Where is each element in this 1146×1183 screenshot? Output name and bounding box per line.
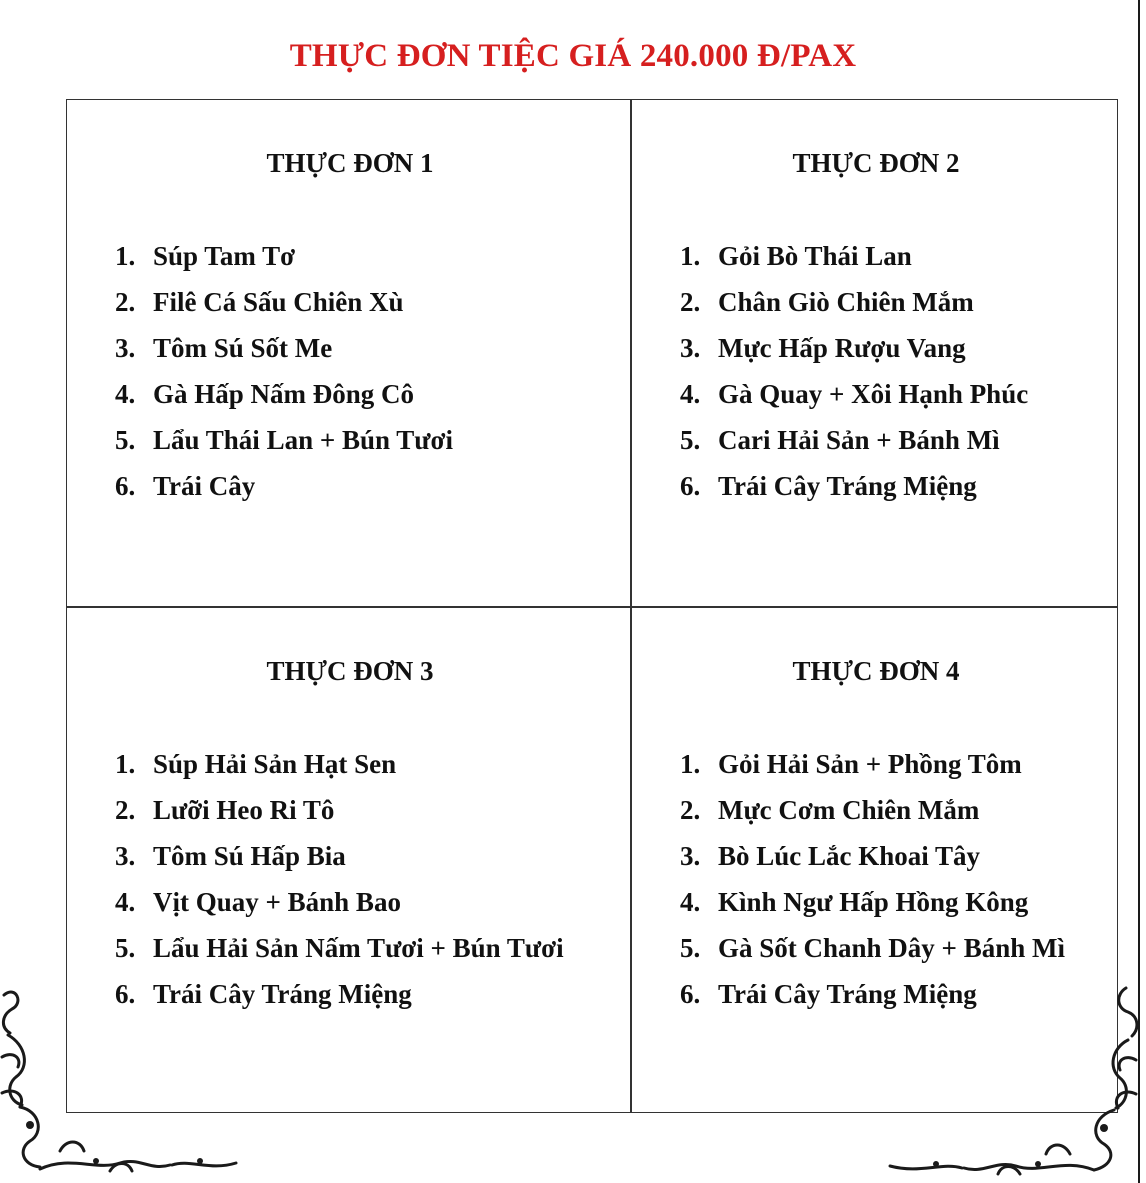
dish-item: 6. Trái Cây Tráng Miệng — [680, 471, 977, 501]
dish-item: 4. Gà Quay + Xôi Hạnh Phúc — [680, 379, 1029, 409]
dish-item: 2. Mực Cơm Chiên Mắm — [680, 795, 980, 825]
dish-item: 4. Kình Ngư Hấp Hồng Kông — [680, 887, 1029, 917]
flourish-ornament-right — [880, 980, 1146, 1183]
dish-item: 5. Cari Hải Sản + Bánh Mì — [680, 425, 1000, 455]
menu-heading: THỰC ĐƠN 4 — [792, 656, 960, 686]
dish-item: 3. Tôm Sú Sốt Me — [115, 333, 333, 363]
dish-item: 1. Súp Hải Sản Hạt Sen — [115, 749, 397, 779]
dish-item: 1. Gỏi Bò Thái Lan — [680, 241, 912, 271]
dish-item: 5. Gà Sốt Chanh Dây + Bánh Mì — [680, 933, 1065, 963]
dish-item: 3. Mực Hấp Rượu Vang — [680, 333, 966, 363]
dish-item: 4. Gà Hấp Nấm Đông Cô — [115, 379, 415, 409]
dish-item: 3. Tôm Sú Hấp Bia — [115, 841, 346, 871]
dish-item: 2. Lưỡi Heo Ri Tô — [115, 795, 335, 825]
dish-item: 6. Trái Cây Tráng Miệng — [115, 979, 412, 1009]
dish-item: 4. Vịt Quay + Bánh Bao — [115, 887, 401, 917]
menu-panel-2 — [632, 100, 1146, 607]
menu-heading: THỰC ĐƠN 1 — [266, 148, 434, 178]
menu-title: THỰC ĐƠN TIỆC GIÁ 240.000 Đ/PAX — [289, 38, 857, 75]
dish-list — [115, 238, 453, 514]
dish-item: 1. Súp Tam Tơ — [115, 241, 296, 271]
dish-item: 1. Gỏi Hải Sản + Phồng Tôm — [680, 749, 1022, 779]
dish-item: 5. Lẩu Thái Lan + Bún Tươi — [115, 425, 453, 455]
dish-item: 6. Trái Cây Tráng Miệng — [680, 979, 977, 1009]
dish-item: 3. Bò Lúc Lắc Khoai Tây — [680, 841, 981, 871]
menu-heading: THỰC ĐƠN 3 — [266, 656, 434, 686]
dish-item: 2. Filê Cá Sấu Chiên Xù — [115, 287, 404, 317]
dish-item: 6. Trái Cây — [115, 471, 256, 501]
dish-list — [680, 238, 1028, 514]
dish-item: 5. Lẩu Hải Sản Nấm Tươi + Bún Tươi — [115, 933, 564, 963]
menu-grid — [66, 99, 1118, 1113]
dish-item: 2. Chân Giò Chiên Mắm — [680, 287, 974, 317]
menu-panel-1 — [67, 100, 631, 607]
flourish-ornament-left — [0, 975, 250, 1183]
menu-heading: THỰC ĐƠN 2 — [792, 148, 960, 178]
